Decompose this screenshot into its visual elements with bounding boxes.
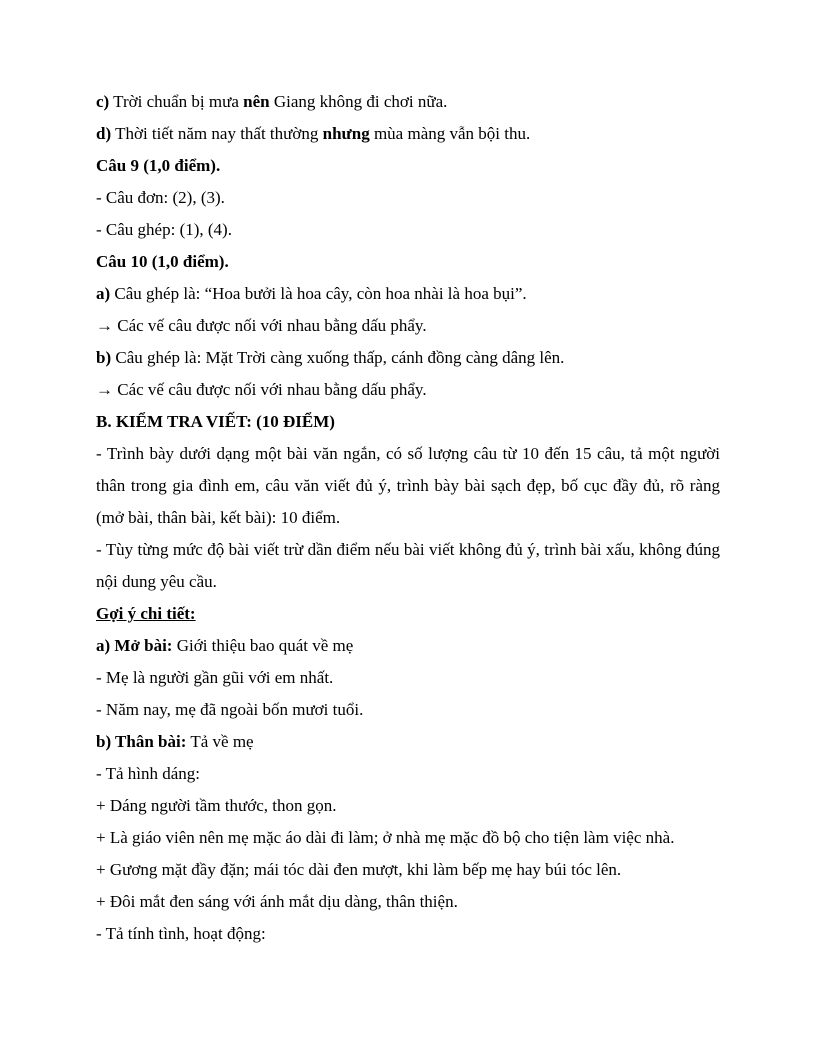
- arrow-right-icon: →: [96, 316, 113, 335]
- hinh-dang-item-3: [96, 854, 720, 886]
- arrow-right-icon: →: [96, 380, 113, 399]
- text-run: - Tả hình dáng:: [96, 764, 201, 783]
- text-run: - Tùy từng mức độ bài viết trừ dần điểm nếu bài viết không đủ ý, trình bài xấu, không đúng nội dung yêu cầu.: [96, 540, 720, 591]
- cau10-b-note: [96, 374, 720, 406]
- text-run: b) Thân bài:: [96, 732, 187, 751]
- heading-cau-9: [96, 150, 720, 182]
- than-bai: [96, 726, 720, 758]
- mo-bai-item-2: [96, 694, 720, 726]
- text-run: - Câu đơn: (2), (3).: [96, 188, 225, 207]
- text-run: b): [96, 348, 112, 367]
- answer-c: [96, 86, 720, 118]
- text-run: Các vế câu được nối với nhau bằng dấu phẩy.: [113, 316, 427, 335]
- writing-guideline-2: [96, 534, 720, 598]
- text-run: Câu 9 (1,0 điểm).: [96, 156, 221, 175]
- text-run: - Trình bày dưới dạng một bài văn ngắn, có số lượng câu từ 10 đến 15 câu, tả một người thân trong gia đình em, câu văn viết đủ ý, trình bày bài sạch đẹp, bố cục đầy đủ, rõ ràng (mở bài, thân bài, kết bài): 10 điểm.: [96, 444, 720, 527]
- mo-bai: [96, 630, 720, 662]
- text-run: mùa màng vẫn bội thu.: [369, 124, 531, 143]
- hinh-dang-item-2: [96, 822, 720, 854]
- cau10-b: [96, 342, 720, 374]
- text-run: d): [96, 124, 112, 143]
- text-run: - Mẹ là người gần gũi với em nhất.: [96, 668, 334, 687]
- text-run: Tả về mẹ: [186, 732, 254, 751]
- ta-hinh-dang: [96, 758, 720, 790]
- text-run: c): [96, 92, 110, 111]
- text-run: Gợi ý chi tiết:: [96, 604, 196, 623]
- cau9-cau-don: [96, 182, 720, 214]
- text-run: Câu ghép là: “Hoa bưởi là hoa cây, còn hoa nhài là hoa bụi”.: [110, 284, 527, 303]
- text-run: nên: [243, 92, 270, 111]
- text-run: - Câu ghép: (1), (4).: [96, 220, 232, 239]
- writing-guideline-1: [96, 438, 720, 534]
- hinh-dang-item-1: [96, 790, 720, 822]
- text-run: Giới thiệu bao quát về mẹ: [172, 636, 354, 655]
- text-run: + Dáng người tầm thước, thon gọn.: [96, 796, 337, 815]
- answer-d: [96, 118, 720, 150]
- text-run: + Gương mặt đầy đặn; mái tóc dài đen mượt, khi làm bếp mẹ hay búi tóc lên.: [96, 860, 622, 879]
- text-run: Thời tiết năm nay thất thường: [111, 124, 323, 143]
- cau10-a-note: [96, 310, 720, 342]
- cau9-cau-ghep: [96, 214, 720, 246]
- text-run: Các vế câu được nối với nhau bằng dấu phẩy.: [113, 380, 427, 399]
- text-run: - Tả tính tình, hoạt động:: [96, 924, 266, 943]
- text-run: + Đôi mắt đen sáng với ánh mắt dịu dàng, thân thiện.: [96, 892, 458, 911]
- text-run: Giang không đi chơi nữa.: [269, 92, 448, 111]
- text-run: B. KIỂM TRA VIẾT: (10 ĐIỂM): [96, 412, 335, 431]
- heading-goi-y-chi-tiet: [96, 598, 720, 630]
- text-run: Câu ghép là: Mặt Trời càng xuống thấp, cánh đồng càng dâng lên.: [111, 348, 565, 367]
- text-run: nhưng: [322, 124, 370, 143]
- text-run: Trời chuẩn bị mưa: [109, 92, 244, 111]
- text-run: + Là giáo viên nên mẹ mặc áo dài đi làm; ở nhà mẹ mặc đồ bộ cho tiện làm việc nhà.: [96, 828, 675, 847]
- heading-section-b: [96, 406, 720, 438]
- cau10-a: [96, 278, 720, 310]
- text-run: - Năm nay, mẹ đã ngoài bốn mươi tuổi.: [96, 700, 364, 719]
- text-run: a) Mở bài:: [96, 636, 173, 655]
- ta-tinh-tinh: [96, 918, 720, 950]
- document-body: [96, 86, 720, 950]
- text-run: a): [96, 284, 111, 303]
- text-run: Câu 10 (1,0 điểm).: [96, 252, 229, 271]
- heading-cau-10: [96, 246, 720, 278]
- mo-bai-item-1: [96, 662, 720, 694]
- hinh-dang-item-4: [96, 886, 720, 918]
